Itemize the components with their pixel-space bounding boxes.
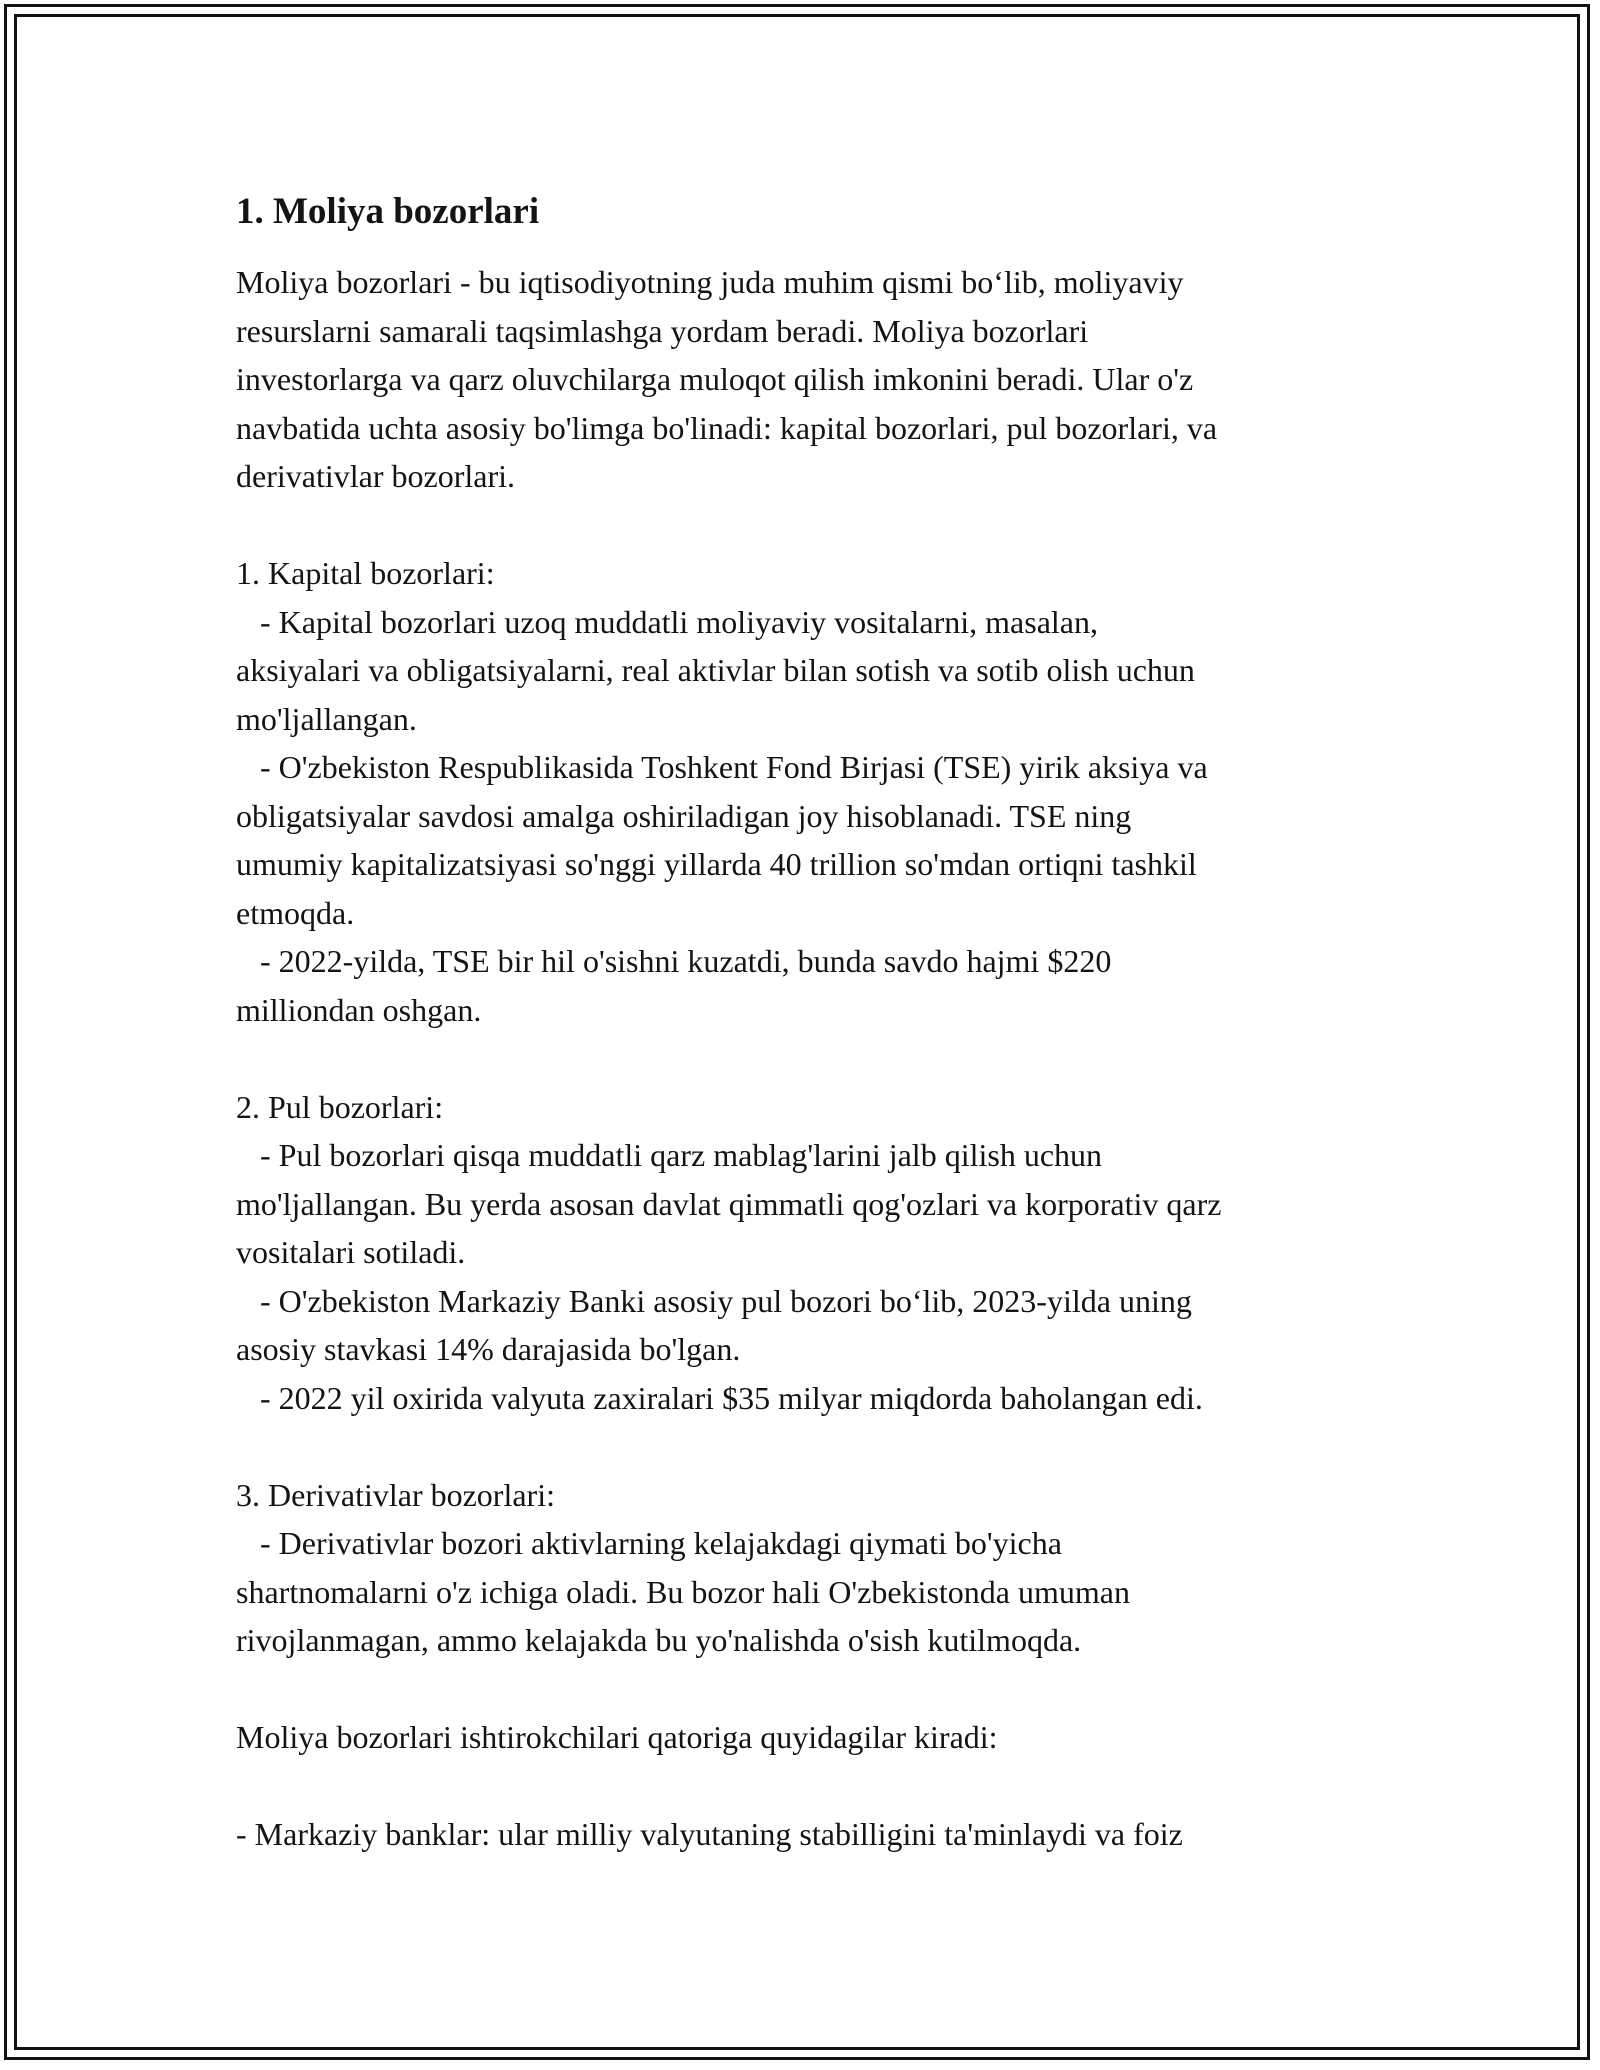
text-line: mo'ljallangan. — [236, 700, 417, 737]
section-heading: 1. Moliya bozorlari — [236, 191, 540, 232]
blank-line — [236, 1422, 1376, 1471]
text-line: mo'ljallangan. Bu yerda asosan davlat qimmatli qog'ozlari va korporativ qarz — [236, 1185, 1222, 1222]
text-line: - Kapital bozorlari uzoq muddatli moliyaviy vositalarni, masalan, — [236, 603, 1098, 640]
text-line: shartnomalarni o'z ichiga oladi. Bu bozor hali O'zbekistonda umuman — [236, 1573, 1130, 1610]
document-body — [236, 188, 1376, 1859]
text-line: aksiyalari va obligatsiyalarni, real aktivlar bilan sotish va sotib olish uchun — [236, 652, 1195, 688]
text-line: resurslarni samarali taqsimlashga yordam beradi. Moliya bozorlari — [236, 312, 1089, 349]
text-line: umumiy kapitalizatsiyasi so'nggi yillarda 40 trillion so'mdan ortiqni tashkil — [236, 846, 1197, 882]
blank-line — [236, 1034, 1376, 1083]
text-line: asosiy stavkasi 14% darajasida bo'lgan. — [236, 1331, 741, 1367]
text-line: - Derivativlar bozori aktivlarning kelajakdagi qiymati bo'yicha — [236, 1525, 1062, 1561]
text-line: rivojlanmagan, ammo kelajakda bu yo'nalishda o'sish kutilmoqda. — [236, 1622, 1082, 1658]
text-line: - 2022-yilda, TSE bir hil o'sishni kuzatdi, bunda savdo hajmi $220 — [236, 943, 1112, 979]
text-line: - 2022 yil oxirida valyuta zaxiralari $35 milyar miqdorda baholangan edi. — [236, 1379, 1203, 1416]
blank-line — [236, 1762, 1376, 1811]
text-line: milliondan oshgan. — [236, 991, 482, 1028]
text-line: investorlarga va qarz oluvchilarga muloqot qilish imkonini beradi. Ular o'z — [236, 361, 1194, 397]
text-line: - Pul bozorlari qisqa muddatli qarz mablag'larini jalb qilish uchun — [236, 1137, 1103, 1173]
text-line: - O'zbekiston Markaziy Banki asosiy pul bozori bo‘lib, 2023-yilda uning — [236, 1282, 1192, 1319]
text-line: navbatida uchta asosiy bo'limga bo'linadi: kapital bozorlari, pul bozorlari, va — [236, 409, 1218, 446]
text-line: obligatsiyalar savdosi amalga oshiriladigan joy hisoblanadi. TSE ning — [236, 797, 1132, 834]
text-line: - O'zbekiston Respublikasida Toshkent Fond Birjasi (TSE) yirik aksiya va — [236, 749, 1208, 785]
blank-line — [236, 1665, 1376, 1714]
text-line: etmoqda. — [236, 894, 355, 931]
text-line: Moliya bozorlari ishtirokchilari qatoriga quyidagilar kiradi: — [236, 1719, 998, 1755]
text-line: derivativlar bozorlari. — [236, 458, 515, 494]
text-line: - Markaziy banklar: ular milliy valyutaning stabilligini ta'minlaydi va foiz — [236, 1816, 1183, 1852]
subsection-heading: 2. Pul bozorlari: — [236, 1088, 444, 1125]
blank-line — [236, 501, 1376, 550]
text-line: Moliya bozorlari - bu iqtisodiyotning juda muhim qismi bo‘lib, moliyaviy — [236, 264, 1184, 300]
subsection-heading: 3. Derivativlar bozorlari: — [236, 1476, 555, 1513]
body-text — [236, 258, 1376, 1859]
subsection-heading: 1. Kapital bozorlari: — [236, 555, 495, 591]
text-line: vositalari sotiladi. — [236, 1234, 466, 1270]
